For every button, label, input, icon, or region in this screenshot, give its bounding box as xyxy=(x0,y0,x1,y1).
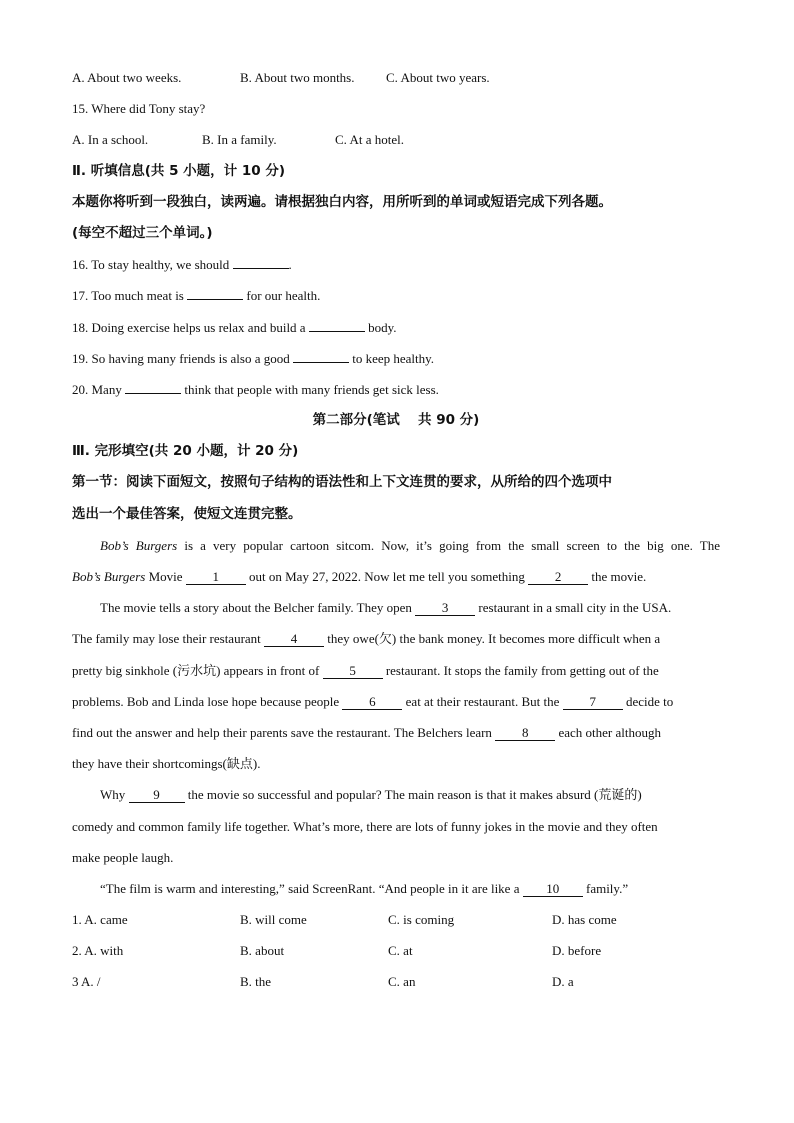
section2-heading: Ⅱ. 听填信息(共 5 小题，计 10 分) xyxy=(72,162,286,179)
q14-option-c: C. About two years. xyxy=(386,70,490,85)
fill-item-19: 19. So having many friends is also a good to keep healthy. xyxy=(72,343,720,374)
cloze-blank-6[interactable]: 6 xyxy=(342,694,402,710)
answer-blank-17[interactable] xyxy=(187,284,243,300)
cloze-blank-10[interactable]: 10 xyxy=(523,881,583,897)
answer-blank-20[interactable] xyxy=(125,378,181,394)
passage-p2-line5: find out the answer and help their parents save the restaurant. The Belchers learn 8 each other although xyxy=(72,724,661,740)
choice-3b[interactable]: B. the xyxy=(240,974,272,990)
section2-instruction-line1: 本题你将听到一段独白，读两遍。请根据独白内容，用所听到的单词或短语完成下列各题。 xyxy=(72,193,612,210)
section3-instruction-line2: 选出一个最佳答案，使短文连贯完整。 xyxy=(72,505,302,522)
passage-p3-line3: make people laugh. xyxy=(72,849,174,865)
choice-1a[interactable]: 1. A. came xyxy=(72,912,128,928)
q15-question: 15. Where did Tony stay? xyxy=(72,101,206,117)
choice-2a[interactable]: 2. A. with xyxy=(72,943,124,959)
fill-item-17: 17. Too much meat is for our health. xyxy=(72,280,720,311)
choice-3c[interactable]: C. an xyxy=(388,974,416,990)
cloze-blank-1[interactable]: 1 xyxy=(186,569,246,585)
q14-options xyxy=(72,62,720,93)
q14-option-a: A. About two weeks. xyxy=(72,70,182,85)
choice-row-3 xyxy=(72,966,720,997)
choice-row-1 xyxy=(72,904,720,935)
passage-p1-line1: Bob’s Burgers is a very popular cartoon sitcom. Now, it’s going from the small screen to the big one. The xyxy=(100,537,721,553)
q15-option-c: C. At a hotel. xyxy=(335,132,404,148)
passage-p2-line4: problems. Bob and Linda lose hope because people 6 eat at their restaurant. But the 7 decide to xyxy=(72,693,674,709)
section2-instruction-line2: (每空不超过三个单词。) xyxy=(72,224,213,241)
passage-p1-line2: Bob’s Burgers Movie 1 out on May 27, 2022. Now let me tell you something 2 the movie. xyxy=(72,569,647,584)
passage-p2-line6: they have their shortcomings(缺点). xyxy=(72,756,261,772)
q15-option-b: B. In a family. xyxy=(202,132,277,148)
passage-p2-line1: The movie tells a story about the Belcher family. They open 3 restaurant in a small city in the USA. xyxy=(100,600,672,616)
section3-heading: Ⅲ. 完形填空(共 20 小题，计 20 分) xyxy=(72,443,299,460)
choice-1c[interactable]: C. is coming xyxy=(388,912,455,928)
choice-1b[interactable]: B. will come xyxy=(240,912,307,928)
choice-3d[interactable]: D. a xyxy=(552,974,574,990)
fill-item-20: 20. Many think that people with many friends get sick less. xyxy=(72,374,720,405)
answer-blank-19[interactable] xyxy=(293,347,349,363)
cloze-blank-7[interactable]: 7 xyxy=(563,694,623,710)
exam-page xyxy=(72,62,720,998)
choice-row-2 xyxy=(72,935,720,966)
passage-p2-line2: The family may lose their restaurant 4 they owe(欠) the bank money. It becomes more difficult when a xyxy=(72,631,661,647)
q14-option-b: B. About two months. xyxy=(240,70,355,85)
fill-item-18: 18. Doing exercise helps us relax and build a body. xyxy=(72,312,720,343)
section3-instruction-line1: 第一节：阅读下面短文，按照句子结构的语法性和上下文连贯的要求，从所给的四个选项中 xyxy=(72,474,612,491)
choice-3a[interactable]: 3 A. / xyxy=(72,974,101,990)
q15-option-a: A. In a school. xyxy=(72,132,149,148)
fill-item-16: 16. To stay healthy, we should . xyxy=(72,249,720,280)
cloze-blank-5[interactable]: 5 xyxy=(323,663,383,679)
passage-p3-line2: comedy and common family life together. What’s more, there are lots of funny jokes in the movie and they often xyxy=(72,818,658,834)
choice-1d[interactable]: D. has come xyxy=(552,912,617,928)
answer-blank-18[interactable] xyxy=(309,316,365,332)
passage-p2-line3: pretty big sinkhole (污水坑) appears in front of 5 restaurant. It stops the family from getting out of the xyxy=(72,662,659,678)
choice-2d[interactable]: D. before xyxy=(552,943,602,959)
choice-2b[interactable]: B. about xyxy=(240,943,285,959)
cloze-blank-2[interactable]: 2 xyxy=(528,569,588,585)
cloze-blank-4[interactable]: 4 xyxy=(264,631,324,647)
passage-p3-line1: Why 9 the movie so successful and popular? The main reason is that it makes absurd (荒诞的) xyxy=(100,787,642,803)
q15-options xyxy=(72,124,720,155)
cloze-blank-3[interactable]: 3 xyxy=(415,600,475,616)
choice-2c[interactable]: C. at xyxy=(388,943,413,959)
part2-heading: 第二部分(笔试 共 90 分) xyxy=(312,412,480,429)
cloze-blank-8[interactable]: 8 xyxy=(495,725,555,741)
passage-p4-line1: “The film is warm and interesting,” said ScreenRant. “And people in it are like a 10 family.” xyxy=(100,880,629,896)
answer-blank-16[interactable] xyxy=(233,253,289,269)
cloze-blank-9[interactable]: 9 xyxy=(129,787,185,803)
